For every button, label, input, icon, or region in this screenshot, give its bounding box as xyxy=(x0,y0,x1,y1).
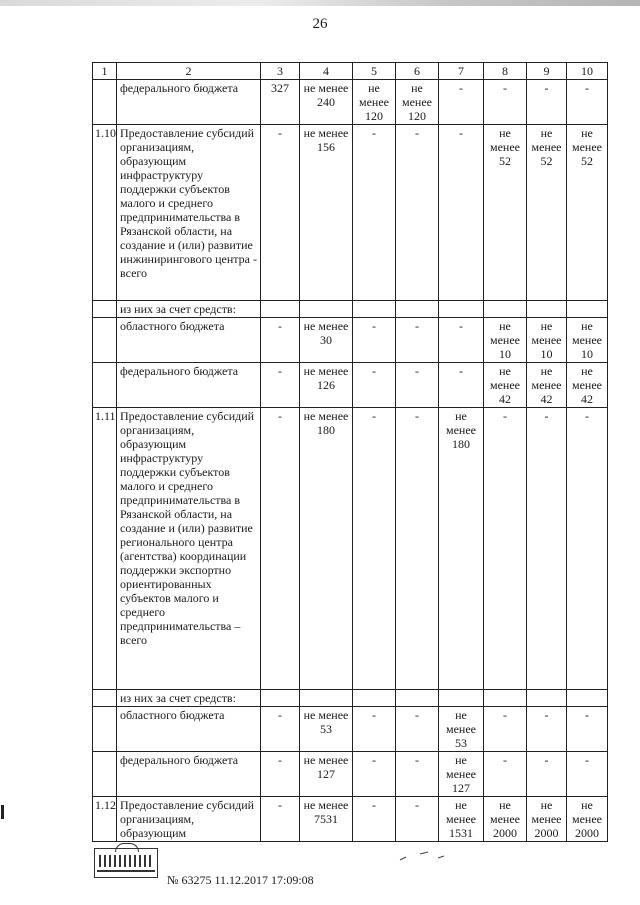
value-cell: не менее 42 xyxy=(527,363,567,408)
value-cell: не менее 180 xyxy=(439,408,484,690)
value-cell xyxy=(353,301,396,318)
value-cell: - xyxy=(261,707,300,752)
table-row xyxy=(93,80,608,125)
value-cell: не менее 120 xyxy=(353,80,396,125)
value-cell: не менее 156 xyxy=(300,125,353,301)
value-cell: - xyxy=(396,318,439,363)
row-name-cell: областного бюджета xyxy=(117,318,261,363)
value-cell: не менее 30 xyxy=(300,318,353,363)
row-name-cell: Предоставление субсидий организациям, образующим инфраструктуру поддержки субъектов малого и среднего предпринимательства в Рязанской области, на создание и (или) развитие инжинирингового центра - всего xyxy=(117,125,261,301)
value-cell: не менее 2000 xyxy=(567,797,608,842)
value-cell: - xyxy=(439,80,484,125)
value-cell xyxy=(439,301,484,318)
row-number-cell: 1.12 xyxy=(93,797,117,842)
value-cell: не менее 127 xyxy=(439,752,484,797)
value-cell xyxy=(261,301,300,318)
value-cell xyxy=(396,301,439,318)
table-row xyxy=(93,797,608,842)
value-cell: не менее 126 xyxy=(300,363,353,408)
value-cell: - xyxy=(261,363,300,408)
value-cell: не менее 1531 xyxy=(439,797,484,842)
header-row xyxy=(93,63,608,80)
building-emblem xyxy=(94,848,158,878)
header-cell: 2 xyxy=(117,63,261,80)
header-cell: 5 xyxy=(353,63,396,80)
value-cell: не менее 2000 xyxy=(484,797,527,842)
value-cell: 327 xyxy=(261,80,300,125)
value-cell xyxy=(484,690,527,707)
value-cell: - xyxy=(353,408,396,690)
value-cell: не менее 127 xyxy=(300,752,353,797)
header-cell: 6 xyxy=(396,63,439,80)
value-cell: - xyxy=(527,408,567,690)
value-cell: не менее 52 xyxy=(484,125,527,301)
row-name-cell: Предоставление субсидий организациям, образующим xyxy=(117,797,261,842)
value-cell xyxy=(567,690,608,707)
value-cell: - xyxy=(484,80,527,125)
value-cell: - xyxy=(439,363,484,408)
indicators-table xyxy=(92,62,608,842)
table-row xyxy=(93,707,608,752)
row-number-cell: 1.10 xyxy=(93,125,117,301)
table-row xyxy=(93,752,608,797)
value-cell: не менее 52 xyxy=(567,125,608,301)
value-cell: не менее 240 xyxy=(300,80,353,125)
value-cell xyxy=(527,690,567,707)
value-cell: - xyxy=(261,797,300,842)
row-number-cell xyxy=(93,80,117,125)
table-body xyxy=(93,63,608,842)
value-cell: - xyxy=(353,752,396,797)
value-cell: - xyxy=(353,318,396,363)
header-cell: 10 xyxy=(567,63,608,80)
value-cell: не менее 10 xyxy=(567,318,608,363)
value-cell: не менее 120 xyxy=(396,80,439,125)
value-cell: - xyxy=(527,80,567,125)
value-cell xyxy=(439,690,484,707)
row-number-cell xyxy=(93,707,117,752)
value-cell: - xyxy=(567,752,608,797)
value-cell: - xyxy=(484,707,527,752)
value-cell: - xyxy=(527,707,567,752)
table-row xyxy=(93,125,608,301)
value-cell xyxy=(300,690,353,707)
value-cell: не менее 53 xyxy=(439,707,484,752)
value-cell: - xyxy=(261,408,300,690)
value-cell xyxy=(396,690,439,707)
value-cell: - xyxy=(396,707,439,752)
value-cell xyxy=(353,690,396,707)
value-cell: - xyxy=(527,752,567,797)
value-cell: - xyxy=(353,797,396,842)
row-name-cell: Предоставление субсидий организациям, образующим инфраструктуру поддержки субъектов малого и среднего предпринимательства в Рязанской области, на создание и (или) развитие регионального центра (агентства) координации поддержки экспортно ориентированных субъектов малого и среднего предпринимательства – всего xyxy=(117,408,261,690)
value-cell: не менее 10 xyxy=(527,318,567,363)
value-cell: - xyxy=(353,363,396,408)
header-cell: 8 xyxy=(484,63,527,80)
value-cell: не менее 52 xyxy=(527,125,567,301)
value-cell xyxy=(484,301,527,318)
value-cell: - xyxy=(353,125,396,301)
scan-top-edge xyxy=(0,0,640,6)
row-number-cell xyxy=(93,690,117,707)
row-name-cell: федерального бюджета xyxy=(117,80,261,125)
value-cell: - xyxy=(261,752,300,797)
value-cell: не менее 53 xyxy=(300,707,353,752)
header-cell: 3 xyxy=(261,63,300,80)
value-cell xyxy=(261,690,300,707)
value-cell: - xyxy=(396,125,439,301)
row-name-cell: областного бюджета xyxy=(117,707,261,752)
value-cell: - xyxy=(396,363,439,408)
value-cell: не менее 2000 xyxy=(527,797,567,842)
value-cell: не менее 7531 xyxy=(300,797,353,842)
value-cell xyxy=(567,301,608,318)
value-cell: не менее 10 xyxy=(484,318,527,363)
value-cell xyxy=(300,301,353,318)
value-cell: - xyxy=(353,707,396,752)
value-cell: - xyxy=(484,408,527,690)
value-cell xyxy=(527,301,567,318)
row-name-cell: федерального бюджета xyxy=(117,752,261,797)
row-name-cell: из них за счет средств: xyxy=(117,301,261,318)
value-cell: - xyxy=(396,752,439,797)
value-cell: - xyxy=(396,797,439,842)
value-cell: не менее 42 xyxy=(567,363,608,408)
document-registration: № 63275 11.12.2017 17:09:08 xyxy=(167,873,314,887)
header-cell: 9 xyxy=(527,63,567,80)
table-row xyxy=(93,363,608,408)
value-cell: - xyxy=(439,125,484,301)
table-row xyxy=(93,690,608,707)
value-cell: - xyxy=(484,752,527,797)
table-row xyxy=(93,318,608,363)
value-cell: - xyxy=(567,707,608,752)
row-number-cell: 1.11 xyxy=(93,408,117,690)
value-cell: - xyxy=(439,318,484,363)
scan-margin-mark xyxy=(1,805,4,819)
table-row xyxy=(93,301,608,318)
header-cell: 7 xyxy=(439,63,484,80)
value-cell: - xyxy=(396,408,439,690)
value-cell: не менее 180 xyxy=(300,408,353,690)
row-number-cell xyxy=(93,752,117,797)
header-cell: 1 xyxy=(93,63,117,80)
value-cell: - xyxy=(567,80,608,125)
pen-mark xyxy=(398,848,468,864)
value-cell: - xyxy=(567,408,608,690)
header-cell: 4 xyxy=(300,63,353,80)
page-number: 26 xyxy=(312,16,328,32)
row-name-cell: из них за счет средств: xyxy=(117,690,261,707)
row-number-cell xyxy=(93,363,117,408)
table-row xyxy=(93,408,608,690)
row-name-cell: федерального бюджета xyxy=(117,363,261,408)
row-number-cell xyxy=(93,318,117,363)
value-cell: не менее 42 xyxy=(484,363,527,408)
row-number-cell xyxy=(93,301,117,318)
value-cell: - xyxy=(261,318,300,363)
value-cell: - xyxy=(261,125,300,301)
